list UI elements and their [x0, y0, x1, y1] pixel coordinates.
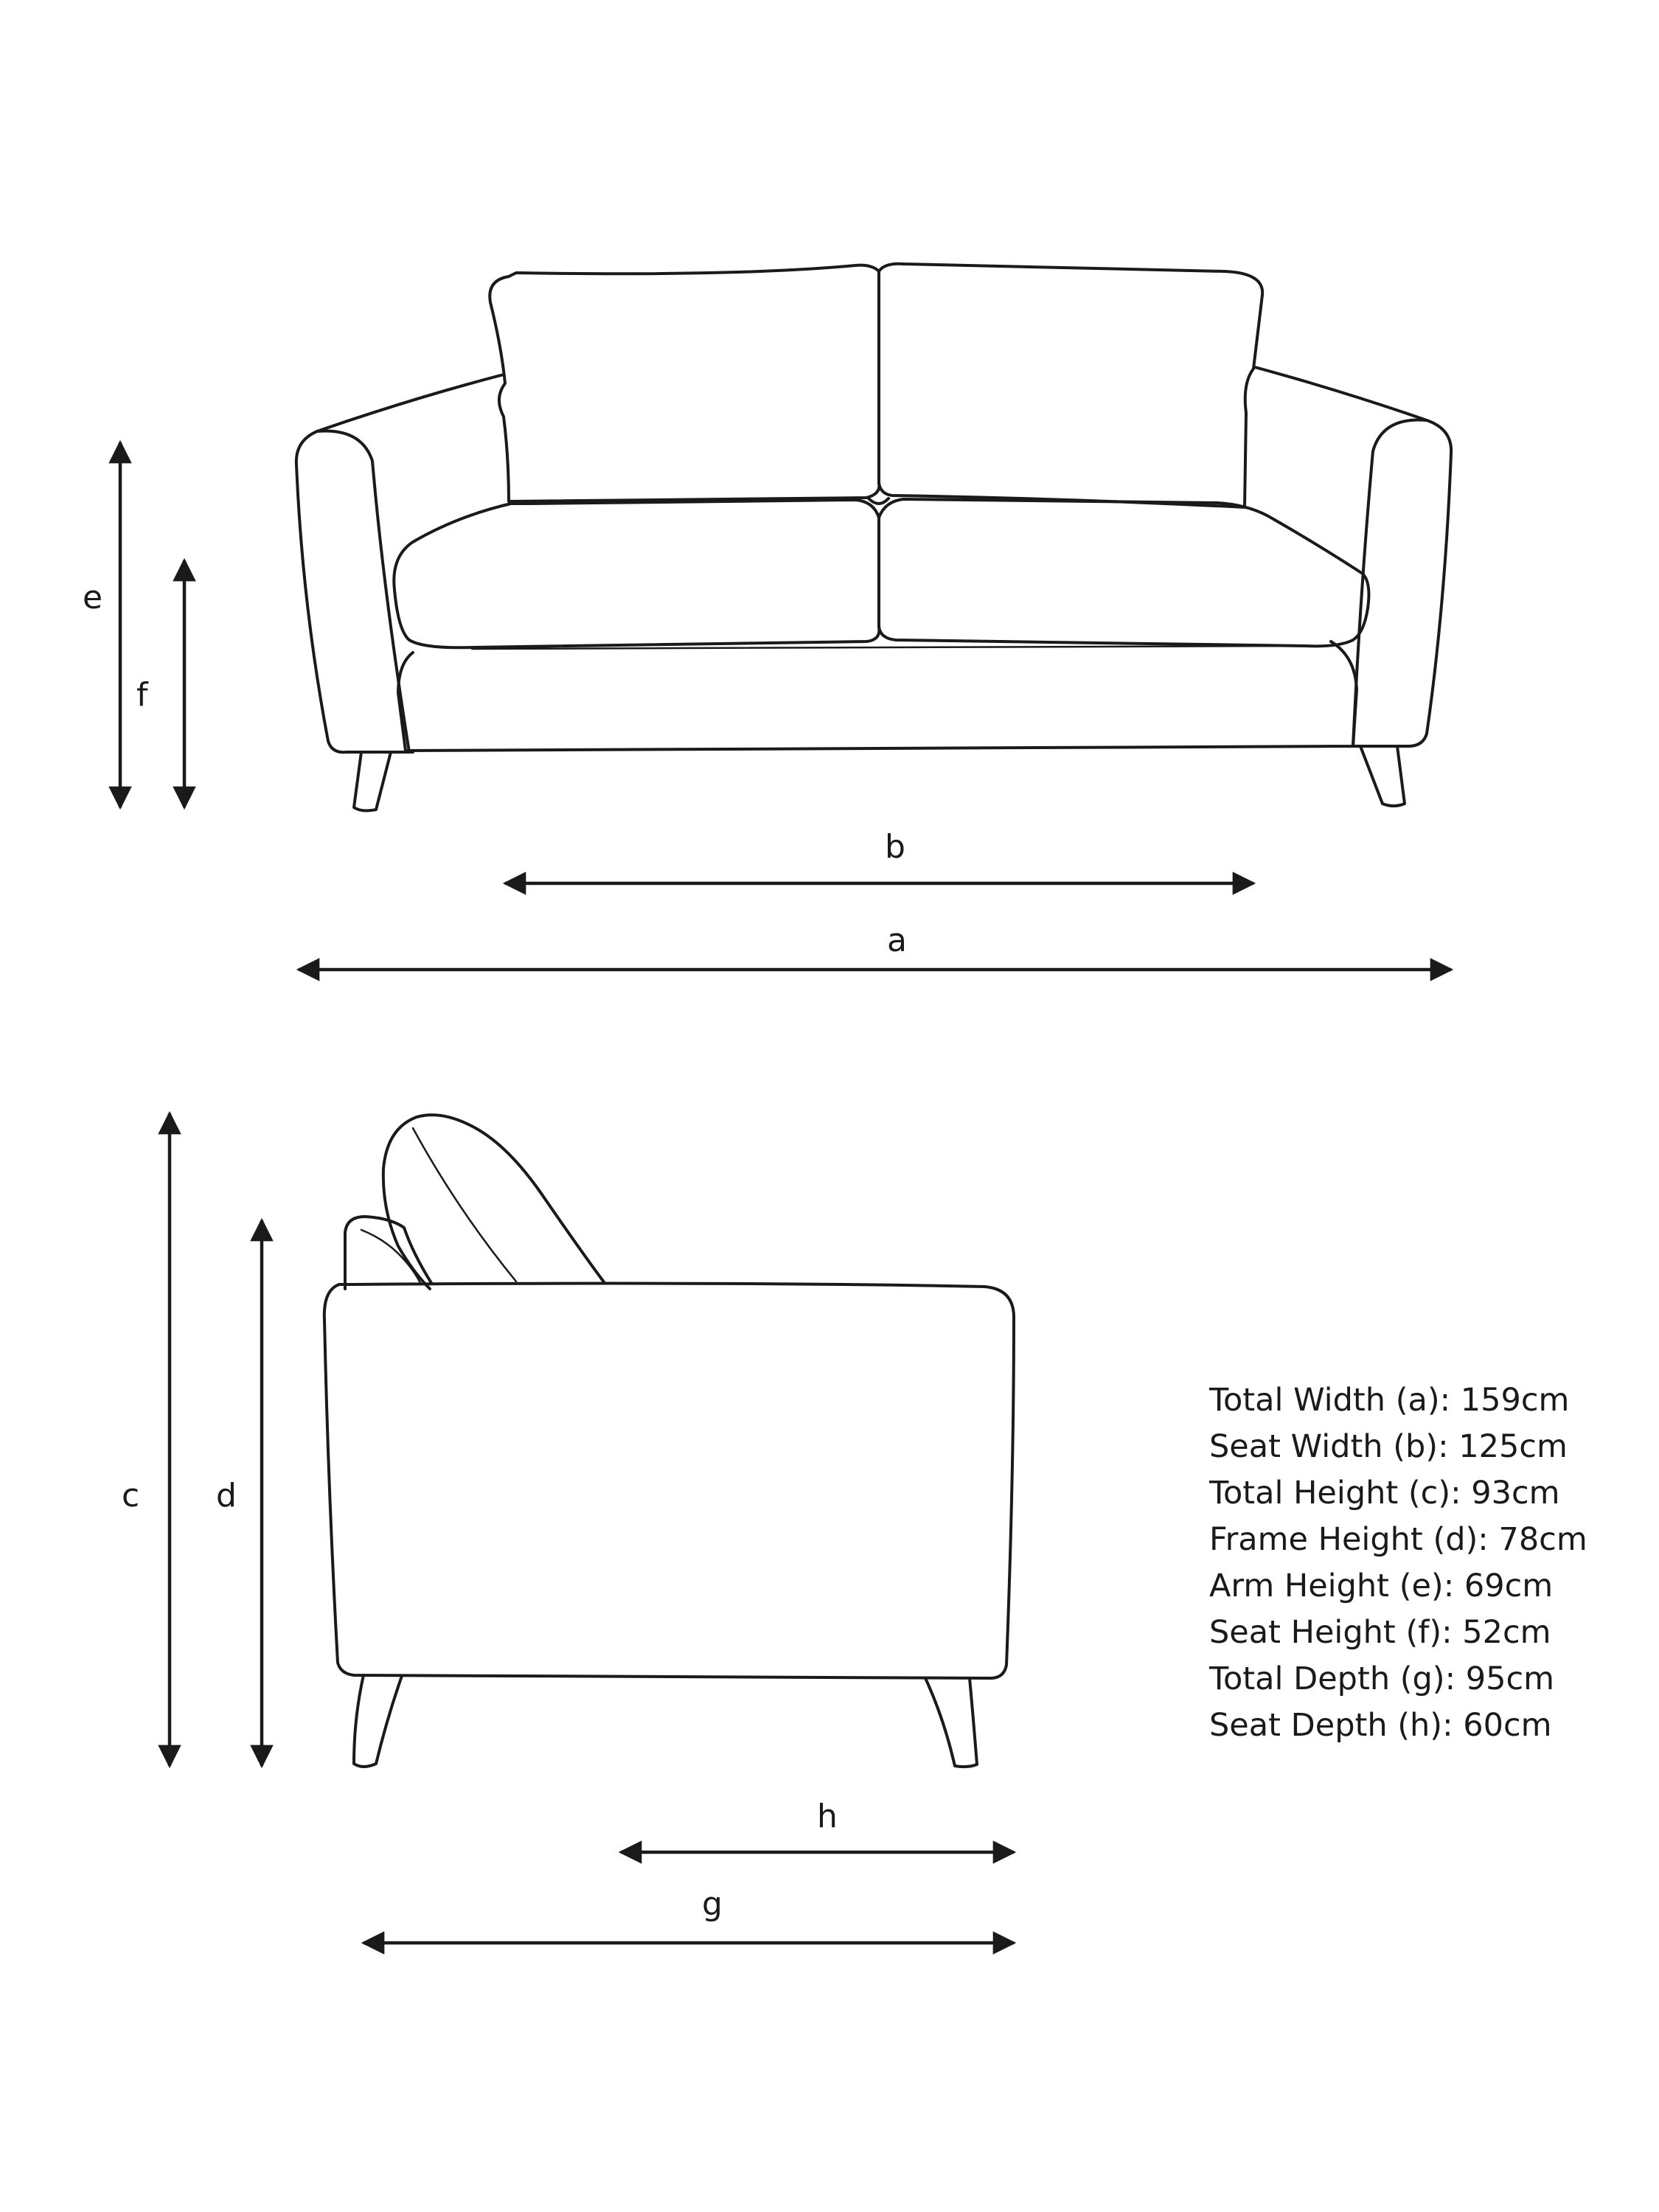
label-c: c — [122, 1477, 140, 1514]
label-b: b — [885, 828, 905, 866]
leg-side-back — [925, 1678, 977, 1767]
sofa-base — [398, 641, 1357, 751]
label-e: e — [83, 579, 103, 616]
back-rear-seam — [361, 1230, 420, 1283]
dimension-d — [216, 1220, 262, 1766]
back-cushion-left — [490, 265, 879, 501]
side-body — [324, 1284, 1014, 1678]
label-g: g — [702, 1885, 723, 1923]
label-h: h — [817, 1798, 838, 1835]
dimension-b — [505, 828, 1253, 883]
spec-seat-depth: Seat Depth (h): 60cm — [1209, 1707, 1552, 1744]
back-cushion-side — [383, 1115, 605, 1289]
label-f: f — [136, 676, 148, 714]
dimension-e — [83, 442, 120, 807]
arm-right-inner — [1353, 420, 1427, 746]
leg-front-left — [354, 752, 391, 810]
label-a: a — [887, 922, 907, 959]
seat-cushion-right — [879, 499, 1368, 646]
label-d: d — [216, 1477, 237, 1514]
spec-seat-height: Seat Height (f): 52cm — [1209, 1614, 1551, 1651]
back-cushion-right — [879, 264, 1262, 507]
dimension-h — [621, 1798, 1014, 1852]
dimension-c — [122, 1113, 170, 1766]
sofa-front-view — [296, 264, 1451, 811]
sofa-side-view — [324, 1115, 1014, 1767]
dimension-f — [136, 560, 184, 807]
dimension-a — [299, 922, 1451, 970]
leg-side-front — [354, 1675, 402, 1767]
cushion-join — [869, 498, 888, 504]
dimension-g — [364, 1885, 1014, 1943]
leg-front-right — [1360, 746, 1405, 806]
spec-total-depth: Total Depth (g): 95cm — [1209, 1660, 1554, 1697]
spec-total-width: Total Width (a): 159cm — [1209, 1382, 1570, 1419]
spec-total-height: Total Height (c): 93cm — [1209, 1475, 1560, 1512]
back-cushion-seam — [413, 1128, 516, 1281]
spec-frame-height: Frame Height (d): 78cm — [1209, 1521, 1587, 1558]
dimension-specifications — [1209, 1377, 1587, 1749]
spec-seat-width: Seat Width (b): 125cm — [1209, 1428, 1568, 1465]
arm-right — [1255, 367, 1451, 746]
seat-cushion-left — [394, 500, 879, 647]
spec-arm-height: Arm Height (e): 69cm — [1209, 1568, 1554, 1604]
